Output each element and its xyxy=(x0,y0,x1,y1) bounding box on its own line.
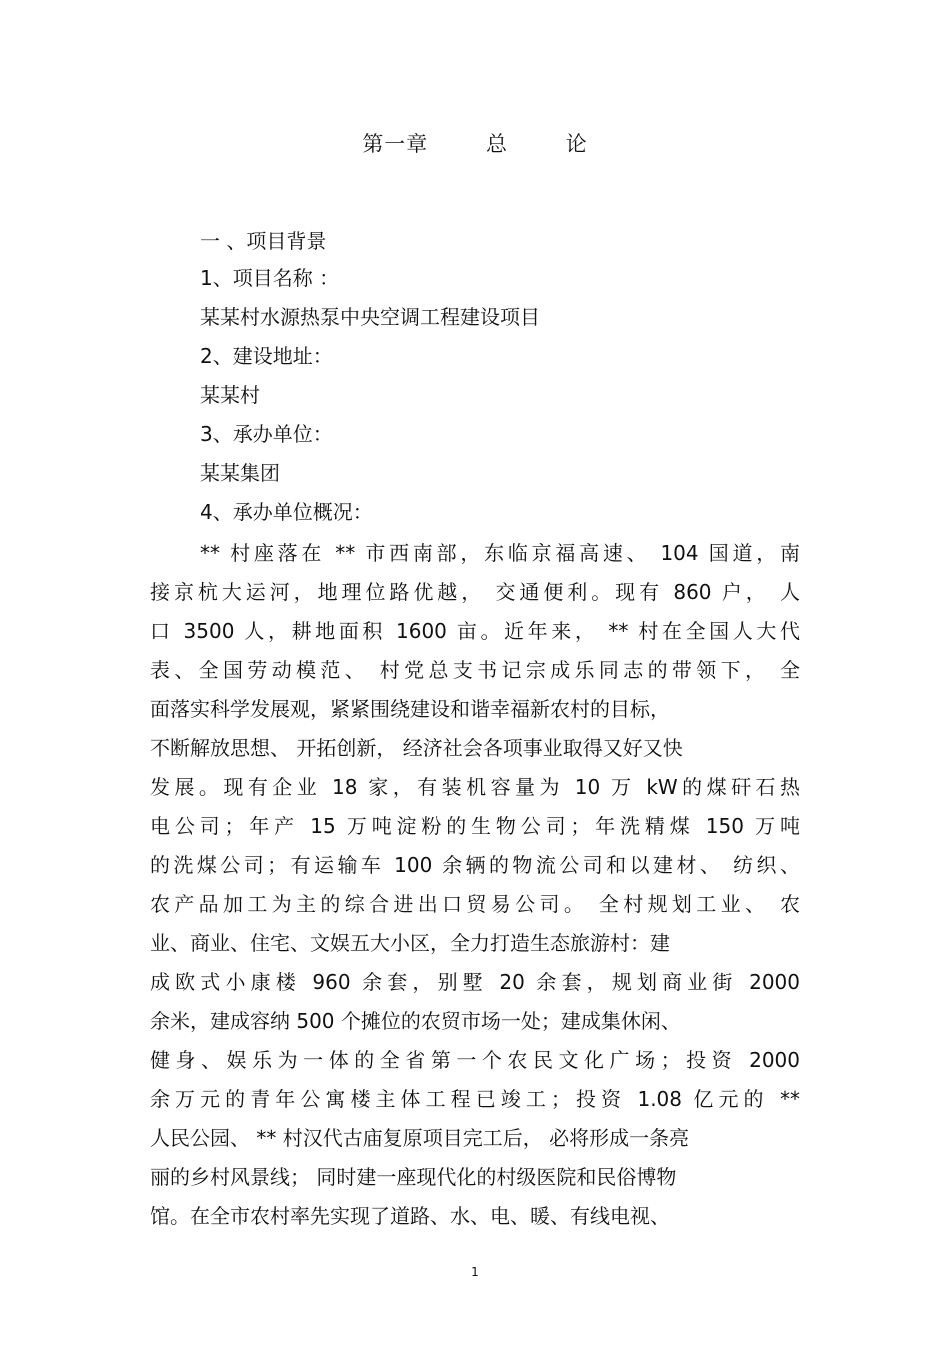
paragraph-line: 丽的乡村风景线； 同时建一座现代化的村级医院和民俗博物 xyxy=(150,1165,677,1189)
chapter-title: 第一章 总 论 xyxy=(362,132,588,156)
item-label-project-name: 1、项目名称 ： xyxy=(200,266,340,290)
paragraph-line: 口 3500 人，耕地面积 1600 亩。近年来， ** 村在全国人大代 xyxy=(150,619,800,643)
paragraph-line: 发展。现有企业 18 家，有装机容量为 10 万 kW的煤矸石热 xyxy=(150,775,800,799)
paragraph-line: 健身、娱乐为一体的全省第一个农民文化广场；投资 2000 xyxy=(150,1048,800,1072)
paragraph-line: 余米，建成容纳 500 个摊位的农贸市场一处；建成集休闲、 xyxy=(150,1009,681,1033)
item-label-organizer-overview: 4、承办单位概况： xyxy=(200,500,373,524)
paragraph-line: 电公司；年产 15 万吨淀粉的生物公司；年洗精煤 150 万吨 xyxy=(150,814,800,838)
paragraph-line: ** 村座落在 ** 市西南部，东临京福高速、 104 国道，南 xyxy=(200,541,800,565)
paragraph-line: 人民公园、 ** 村汉代古庙复原项目完工后， 必将形成一条亮 xyxy=(150,1126,690,1150)
paragraph-line: 不断解放思想、 开拓创新， 经济社会各项事业取得又好又快 xyxy=(150,736,683,760)
paragraph-line: 业、商业、住宅、文娱五大小区，全力打造生态旅游村：建 xyxy=(150,931,670,955)
paragraph-line: 接京杭大运河，地理位路优越， 交通便利。现有 860 户， 人 xyxy=(150,580,800,604)
item-value-project-name: 某某村水源热泵中央空调工程建设项目 xyxy=(200,305,540,329)
item-value-organizer: 某某集团 xyxy=(200,461,280,485)
paragraph-line: 农产品加工为主的综合进出口贸易公司。 全村规划工业、 农 xyxy=(150,892,800,916)
section-heading: 一 、项目背景 xyxy=(200,229,327,253)
item-value-address: 某某村 xyxy=(200,383,260,407)
paragraph-line: 面落实科学发展观，紧紧围绕建设和谐幸福新农村的目标， xyxy=(150,697,670,721)
paragraph-line: 成欧式小康楼 960 余套，别墅 20 余套，规划商业街 2000 xyxy=(150,970,800,994)
paragraph-line: 余万元的青年公寓楼主体工程已竣工；投资 1.08 亿元的 ** xyxy=(150,1087,800,1111)
paragraph-line: 的洗煤公司；有运输车 100 余辆的物流公司和以建材、 纺织、 xyxy=(150,853,800,877)
paragraph-line: 表、全国劳动模范、 村党总支书记宗成乐同志的带领下， 全 xyxy=(150,658,800,682)
paragraph-line: 馆。在全市农村率先实现了道路、水、电、暖、有线电视、 xyxy=(150,1204,670,1228)
item-label-organizer: 3、承办单位： xyxy=(200,422,333,446)
page-number: 1 xyxy=(471,1265,479,1279)
item-label-address: 2、建设地址： xyxy=(200,344,333,368)
